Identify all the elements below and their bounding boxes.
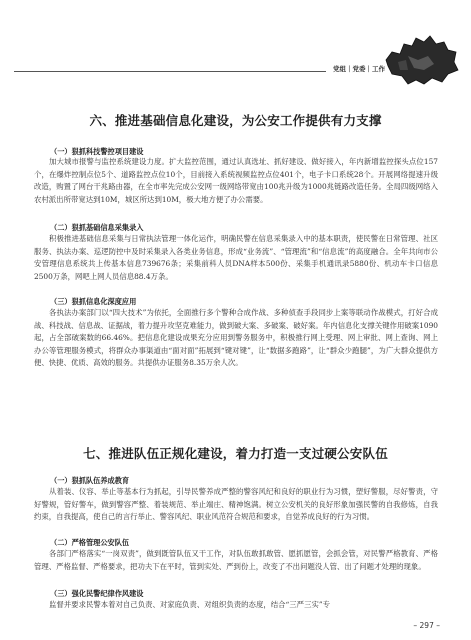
subsection-heading: （二）严格管理公安队伍 bbox=[50, 538, 130, 547]
subsection-heading: （一）狠抓队伍养成教育 bbox=[50, 476, 130, 485]
paragraph: 积极推进基础信息采集与日常执法管理一体化运作，明确民警在信息采集录入中的基本职责，使民警在日常管理、社区服务、执法办案、巡逻防控中及时采集录入各类业务信息，形成“业务流”、“管理流”和“信息流”的高度融合。全年共向市公安管理信息系统共上传基本信息739676条；采集前科人员DNA样本500份、采集手机通讯录5880份、机动车卡口信息2500万条，网吧上网人员信息88.4万条。 bbox=[34, 234, 438, 281]
subsection-heading: （二）狠抓基础信息采集录入 bbox=[50, 223, 144, 232]
subsection-heading: （三）狠抓信息化深度应用 bbox=[50, 297, 137, 306]
section-title: 六、推进基础信息化建设，为公安工作提供有力支撑 bbox=[89, 113, 382, 128]
paragraph: 监督并要求民警本着对自己负责、对家庭负责、对组织负责的态度，结合“三严三实”专 bbox=[49, 600, 331, 609]
paragraph: 从着装、仪容、举止等基本行为抓起，引导民警养成严整的警容风纪和良好的职业行为习惯，塑好警服，尽好警责，守好警规，管好警车，做到警容严整、着装规范、举止端庄、精神饱满。树立公安机关的良好形象加强民警的自我修炼，自我约束，自我提高，使自己的言行举止、警容风纪、职业风范符合规范和要求，自觉养成良好的行为习惯。 bbox=[34, 487, 438, 522]
paragraph: 各部门严格落实“一岗双责”，做到既管队伍又干工作，对队伍敢抓敢管、愿抓愿管，会抓会管，对民警严格教育、严格管理、严格监督、严格要求，把功夫下在平时，管到实处、严到份上，改变了不出问题没人管、出了问题才处理的现象。 bbox=[34, 549, 438, 571]
region-map-icon bbox=[378, 30, 462, 90]
subsection-heading: （三）强化民警纪律作风建设 bbox=[50, 589, 144, 598]
header-rule bbox=[14, 71, 326, 72]
header-label: 党组｜党委｜工作 bbox=[333, 65, 385, 73]
paragraph: 各执法办案部门以“四大技术”为依托，全面推行多个警种合成作战、多种侦查手段同步上案等联动作战模式，打好合成战、科技战、信息战、证据战，着力提升攻坚克难能力，做到破大案、多破案、破好案。年内信息化支撑关键作用破案1090起，占全部破案数的66.46%。把信息化建设成果充分应用到警务服务中，积极推行网上受理、网上审批、网上查询、网上办公等管理服务模式，将群众办事渠道由“面对面”拓展到“键对键”，让“数据多跑路”，让“群众少跑腿”，为广大群众提供方便、快捷、优质、高效的服务。共提供办证服务8.35万余人次。 bbox=[34, 308, 438, 368]
subsection-heading: （一）狠抓科技警控项目建设 bbox=[50, 147, 144, 156]
page-number: – 297 – bbox=[413, 621, 440, 630]
paragraph: 加大城市报警与监控系统建设力度。扩大监控范围，通过认真选址、抓好建设、做好接入，年内新增监控探头点位157个，在爆炸控制点位5个、道路监控点位10个，目前接入系统视频监控点位401个，电子卡口系统28个。开展网络提速升级改造，购置了网台干兆路由器，在全市率先完成公安网一级网络带宽由100兆升级为1000兆链路改造任务。全局四级网络入农村派出所带宽达到10M，城区所达到10M，极大地方便了办公需要。 bbox=[34, 157, 438, 204]
section-title: 七、推进队伍正规化建设，着力打造一支过硬公安队伍 bbox=[83, 446, 388, 461]
